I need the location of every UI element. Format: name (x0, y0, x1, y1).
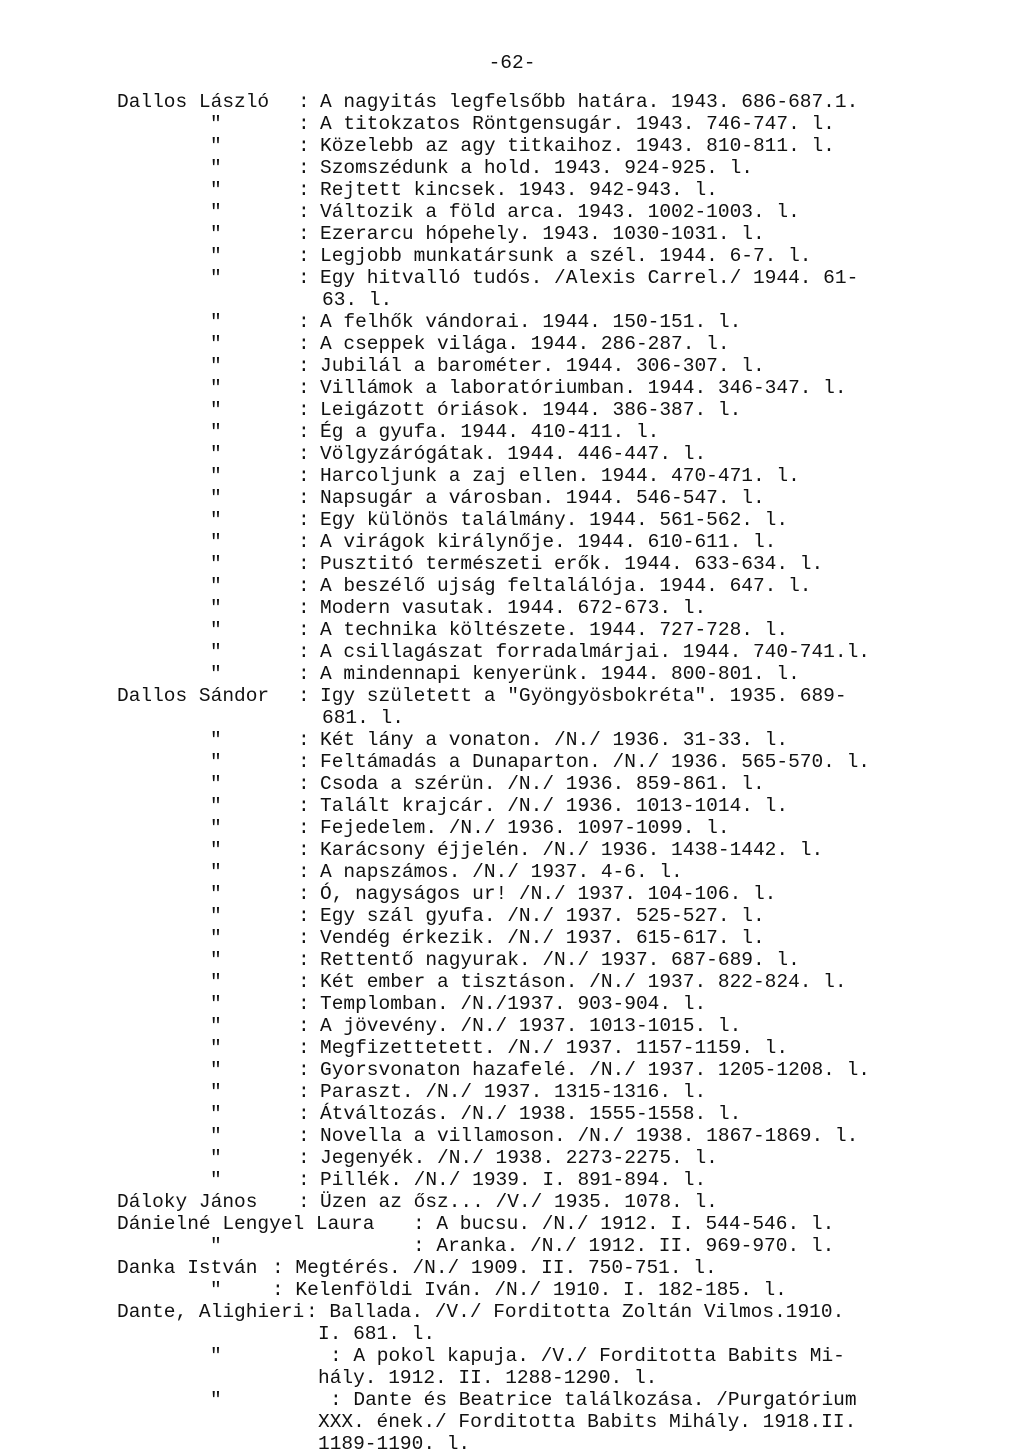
entry-text: Ég a gyufa. 1944. 410-411. l. (320, 421, 660, 443)
entry-colon: : (298, 1125, 310, 1147)
ditto-mark: " (210, 1015, 222, 1037)
entry-colon: : (298, 377, 310, 399)
entry-text: Szomszédunk a hold. 1943. 924-925. l. (320, 157, 753, 179)
entry-colon: : (298, 861, 310, 883)
entry-text: : A pokol kapuja. /V./ Forditotta Babits Mi- (330, 1345, 845, 1367)
entry-text: A technika költészete. 1944. 727-728. l. (320, 619, 789, 641)
entry-continuation: 63. l. (322, 289, 393, 311)
entry-text: Gyorsvonaton hazafelé. /N./ 1937. 1205-1208. l. (320, 1059, 870, 1081)
entry-text: : Dante és Beatrice találkozása. /Purgatórium (330, 1389, 857, 1411)
ditto-mark: " (210, 575, 222, 597)
entry-text: Legjobb munkatársunk a szél. 1944. 6-7. l. (320, 245, 812, 267)
entry-text: Jubilál a barométer. 1944. 306-307. l. (320, 355, 765, 377)
ditto-mark: " (210, 619, 222, 641)
ditto-mark: " (210, 773, 222, 795)
entry-continuation: I. 681. l. (318, 1323, 436, 1345)
ditto-mark: " (210, 245, 222, 267)
entry-continuation: XXX. ének./ Forditotta Babits Mihály. 1918.II. (318, 1411, 857, 1433)
entry-colon: : (298, 245, 310, 267)
entry-colon: : (298, 795, 310, 817)
entry-text: A nagyitás legfelsőbb határa. 1943. 686-687.1. (320, 91, 859, 113)
entry-colon: : (298, 949, 310, 971)
entry-text: Paraszt. /N./ 1937. 1315-1316. l. (320, 1081, 707, 1103)
entry-colon: : (298, 1169, 310, 1191)
ditto-mark: " (210, 333, 222, 355)
ditto-mark: " (210, 135, 222, 157)
entry-text: Novella a villamoson. /N./ 1938. 1867-1869. l. (320, 1125, 859, 1147)
entry-text: Templomban. /N./1937. 903-904. l. (320, 993, 707, 1015)
entry-text: Karácsony éjjelén. /N./ 1936. 1438-1442. l. (320, 839, 824, 861)
ditto-mark: " (210, 839, 222, 861)
entry-text: : Kelenföldi Iván. /N./ 1910. I. 182-185. l. (272, 1279, 787, 1301)
entry-colon: : (298, 1191, 310, 1213)
entry-text: A jövevény. /N./ 1937. 1013-1015. l. (320, 1015, 742, 1037)
entry-colon: : (298, 619, 310, 641)
entry-text: Modern vasutak. 1944. 672-673. l. (320, 597, 707, 619)
entry-text: A cseppek világa. 1944. 286-287. l. (320, 333, 730, 355)
entry-colon: : (298, 685, 310, 707)
entry-text: Egy hitvalló tudós. /Alexis Carrel./ 1944. 61- (320, 267, 859, 289)
ditto-mark: " (210, 465, 222, 487)
ditto-mark: " (210, 157, 222, 179)
ditto-mark: " (210, 817, 222, 839)
entry-text: A mindennapi kenyerünk. 1944. 800-801. l. (320, 663, 800, 685)
entry-text: Rettentő nagyurak. /N./ 1937. 687-689. l. (320, 949, 800, 971)
entry-colon: : (298, 927, 310, 949)
ditto-mark: " (210, 1169, 222, 1191)
entry-colon: : (298, 883, 310, 905)
entry-colon: : (298, 641, 310, 663)
entry-text: Egy különös találmány. 1944. 561-562. l. (320, 509, 789, 531)
entry-colon: : (298, 1037, 310, 1059)
entry-colon: : (298, 443, 310, 465)
ditto-mark: " (210, 553, 222, 575)
entry-colon: : (298, 157, 310, 179)
ditto-mark: " (210, 201, 222, 223)
entry-colon: : (298, 333, 310, 355)
entry-text: Völgyzárógátak. 1944. 446-447. l. (320, 443, 707, 465)
entry-colon: : (298, 663, 310, 685)
entry-colon: : (298, 993, 310, 1015)
ditto-mark: " (210, 443, 222, 465)
entry-text: Csoda a szérün. /N./ 1936. 859-861. l. (320, 773, 765, 795)
author-name: Dánielné Lengyel Laura (117, 1213, 375, 1235)
entry-colon: : (298, 1103, 310, 1125)
entry-text: A titokzatos Röntgensugár. 1943. 746-747. l. (320, 113, 835, 135)
author-name: Dáloky János (117, 1191, 258, 1213)
ditto-mark: " (210, 993, 222, 1015)
ditto-mark: " (210, 509, 222, 531)
entry-colon: : (298, 531, 310, 553)
entry-colon: : (298, 355, 310, 377)
ditto-mark: " (210, 1147, 222, 1169)
author-name: Dallos László (117, 91, 270, 113)
ditto-mark: " (210, 421, 222, 443)
ditto-mark: " (210, 663, 222, 685)
entry-colon: : (298, 1147, 310, 1169)
entry-text: Vendég érkezik. /N./ 1937. 615-617. l. (320, 927, 765, 949)
entry-colon: : (298, 179, 310, 201)
entry-colon: : (298, 113, 310, 135)
entry-text: Két lány a vonaton. /N./ 1936. 31-33. l. (320, 729, 789, 751)
ditto-mark: " (210, 399, 222, 421)
ditto-mark: " (210, 1345, 222, 1367)
entry-text: A felhők vándorai. 1944. 150-151. l. (320, 311, 742, 333)
ditto-mark: " (210, 751, 222, 773)
entry-colon: : (298, 575, 310, 597)
ditto-mark: " (210, 1059, 222, 1081)
entry-colon: : (298, 421, 310, 443)
ditto-mark: " (210, 1235, 222, 1257)
entry-text: Pusztitó természeti erők. 1944. 633-634. l. (320, 553, 824, 575)
entry-colon: : (298, 905, 310, 927)
ditto-mark: " (210, 355, 222, 377)
ditto-mark: " (210, 1081, 222, 1103)
entry-text: A napszámos. /N./ 1937. 4-6. l. (320, 861, 683, 883)
entry-text: Átváltozás. /N./ 1938. 1555-1558. l. (320, 1103, 742, 1125)
entry-text: Fejedelem. /N./ 1936. 1097-1099. l. (320, 817, 730, 839)
entry-colon: : (298, 1015, 310, 1037)
entry-colon: : (298, 597, 310, 619)
entry-text: Üzen az ősz... /V./ 1935. 1078. l. (320, 1191, 718, 1213)
ditto-mark: " (210, 729, 222, 751)
ditto-mark: " (210, 905, 222, 927)
entry-text: Igy született a "Gyöngyösbokréta". 1935. 689- (320, 685, 847, 707)
entry-colon: : (298, 223, 310, 245)
entry-colon: : (298, 729, 310, 751)
entry-colon: : (298, 201, 310, 223)
author-name: Dante, Alighieri (117, 1301, 305, 1323)
entry-text: Harcoljunk a zaj ellen. 1944. 470-471. l. (320, 465, 800, 487)
ditto-mark: " (210, 597, 222, 619)
entry-text: Villámok a laboratóriumban. 1944. 346-347. l. (320, 377, 847, 399)
entry-continuation: hály. 1912. II. 1288-1290. l. (318, 1367, 658, 1389)
entry-colon: : (298, 399, 310, 421)
entry-colon: : (298, 465, 310, 487)
entry-colon: : (298, 1059, 310, 1081)
ditto-mark: " (210, 971, 222, 993)
entry-text: Ó, nagyságos ur! /N./ 1937. 104-106. l. (320, 883, 777, 905)
entry-text: Leigázott óriások. 1944. 386-387. l. (320, 399, 742, 421)
entry-colon: : (298, 509, 310, 531)
entry-text: Feltámadás a Dunaparton. /N./ 1936. 565-570. l. (320, 751, 870, 773)
entry-colon: : (298, 817, 310, 839)
ditto-mark: " (210, 377, 222, 399)
ditto-mark: " (210, 1125, 222, 1147)
ditto-mark: " (210, 861, 222, 883)
ditto-mark: " (210, 949, 222, 971)
ditto-mark: " (210, 267, 222, 289)
entry-text: Pillék. /N./ 1939. I. 891-894. l. (320, 1169, 707, 1191)
entry-colon: : (298, 267, 310, 289)
entry-text: A virágok királynője. 1944. 610-611. l. (320, 531, 777, 553)
entry-text: : Ballada. /V./ Forditotta Zoltán Vilmos.1910. (306, 1301, 845, 1323)
entry-text: Ezerarcu hópehely. 1943. 1030-1031. l. (320, 223, 765, 245)
page-number: -62- (488, 52, 536, 74)
author-name: Dallos Sándor (117, 685, 270, 707)
ditto-mark: " (210, 1103, 222, 1125)
ditto-mark: " (210, 1389, 222, 1411)
entry-text: Közelebb az agy titkaihoz. 1943. 810-811. l. (320, 135, 835, 157)
ditto-mark: " (210, 927, 222, 949)
entry-colon: : (298, 1081, 310, 1103)
entry-text: Két ember a tisztáson. /N./ 1937. 822-824. l. (320, 971, 847, 993)
author-name: Danka István (117, 1257, 258, 1279)
entry-colon: : (298, 311, 310, 333)
entry-text: : Aranka. /N./ 1912. II. 969-970. l. (413, 1235, 835, 1257)
entry-text: A beszélő ujság feltalálója. 1944. 647. l. (320, 575, 812, 597)
ditto-mark: " (210, 641, 222, 663)
entry-colon: : (298, 839, 310, 861)
entry-colon: : (298, 553, 310, 575)
ditto-mark: " (210, 1037, 222, 1059)
entry-text: Jegenyék. /N./ 1938. 2273-2275. l. (320, 1147, 718, 1169)
entry-text: Rejtett kincsek. 1943. 942-943. l. (320, 179, 718, 201)
ditto-mark: " (210, 531, 222, 553)
entry-continuation: 681. l. (322, 707, 404, 729)
entry-text: Megfizettetett. /N./ 1937. 1157-1159. l. (320, 1037, 789, 1059)
ditto-mark: " (210, 311, 222, 333)
entry-colon: : (298, 135, 310, 157)
entry-continuation: 1189-1190. l. (318, 1433, 471, 1455)
ditto-mark: " (210, 487, 222, 509)
entry-text: : Megtérés. /N./ 1909. II. 750-751. l. (272, 1257, 717, 1279)
entry-colon: : (298, 487, 310, 509)
ditto-mark: " (210, 113, 222, 135)
entry-text: Változik a föld arca. 1943. 1002-1003. l. (320, 201, 800, 223)
entry-text: Napsugár a városban. 1944. 546-547. l. (320, 487, 765, 509)
ditto-mark: " (210, 179, 222, 201)
entry-text: : A bucsu. /N./ 1912. I. 544-546. l. (413, 1213, 835, 1235)
entry-colon: : (298, 773, 310, 795)
entry-colon: : (298, 971, 310, 993)
ditto-mark: " (210, 1279, 222, 1301)
entry-colon: : (298, 91, 310, 113)
ditto-mark: " (210, 883, 222, 905)
entry-text: Egy szál gyufa. /N./ 1937. 525-527. l. (320, 905, 765, 927)
ditto-mark: " (210, 795, 222, 817)
entry-text: Talált krajcár. /N./ 1936. 1013-1014. l. (320, 795, 789, 817)
entry-text: A csillagászat forradalmárjai. 1944. 740-741.l. (320, 641, 870, 663)
ditto-mark: " (210, 223, 222, 245)
entry-colon: : (298, 751, 310, 773)
